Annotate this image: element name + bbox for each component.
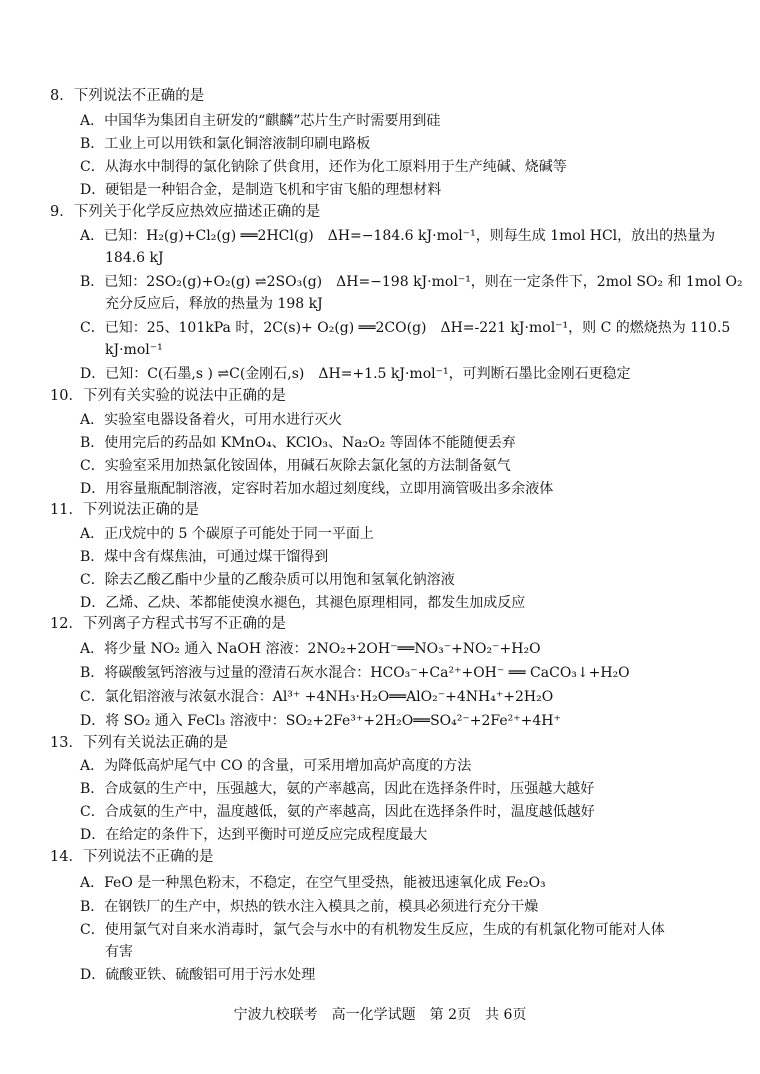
q11-option-c: C．除去乙酸乙酯中少量的乙酸杂质可以用饱和氢氧化钠溶液 bbox=[80, 572, 455, 588]
q9-option-b: B．已知：2SO₂(g)+O₂(g) ⇌2SO₃(g) ΔH=−198 kJ·mol⁻¹，则在一定条件下，2mol SO₂ 和 1mol O₂ bbox=[80, 274, 743, 290]
q14-option-a: A．FeO 是一种黑色粉末，不稳定，在空气里受热，能被迅速氧化成 Fe₂O₃ bbox=[80, 875, 546, 891]
q11-option-a: A．正戊烷中的 5 个碳原子可能处于同一平面上 bbox=[80, 526, 374, 542]
q12-option-c: C．氯化铝溶液与浓氨水混合：Al³⁺ +4NH₃·H₂O══AlO₂⁻+4NH₄⁺+2H₂O bbox=[80, 689, 554, 705]
q12-option-d: D．将 SO₂ 通入 FeCl₃ 溶液中：SO₂+2Fe³⁺+2H₂O══SO₄²⁻+2Fe²⁺+4H⁺ bbox=[80, 713, 561, 729]
q8-option-b: B．工业上可以用铁和氯化铜溶液制印刷电路板 bbox=[80, 136, 371, 152]
q8-option-c: C．从海水中制得的氯化钠除了供食用，还作为化工原料用于生产纯碱、烧碱等 bbox=[80, 159, 567, 175]
q10-option-d: D．用容量瓶配制溶液，定容时若加水超过刻度线，立即用滴管吸出多余液体 bbox=[80, 481, 554, 497]
q12-option-a: A．将少量 NO₂ 通入 NaOH 溶液：2NO₂+2OH⁻══NO₃⁻+NO₂⁻+H₂O bbox=[80, 641, 541, 657]
question-10-stem: 10．下列有关实验的说法中正确的是 bbox=[50, 388, 286, 404]
question-11-stem: 11．下列说法正确的是 bbox=[50, 502, 199, 518]
q10-option-a: A．实验室电器设备着火，可用水进行灭火 bbox=[80, 412, 343, 428]
question-12-stem: 12．下列离子方程式书写不正确的是 bbox=[50, 616, 286, 632]
q9-option-a: A．已知：H₂(g)+Cl₂(g) ══2HCl(g) ΔH=−184.6 kJ·mol⁻¹，则每生成 1mol HCl，放出的热量为 bbox=[80, 228, 716, 244]
q12-option-b: B．将碳酸氢钙溶液与过量的澄清石灰水混合：HCO₃⁻+Ca²⁺+OH⁻ ══ CaCO₃↓+H₂O bbox=[80, 665, 630, 681]
question-8-stem: 8．下列说法不正确的是 bbox=[50, 88, 205, 104]
q9-option-a-cont: 184.6 kJ bbox=[105, 250, 164, 266]
question-13-stem: 13．下列有关说法正确的是 bbox=[50, 735, 228, 751]
q10-option-c: C．实验室采用加热氯化铵固体，用碱石灰除去氯化氢的方法制备氨气 bbox=[80, 458, 511, 474]
q11-option-b: B．煤中含有煤焦油，可通过煤干馏得到 bbox=[80, 549, 329, 565]
question-9-stem: 9．下列关于化学反应热效应描述正确的是 bbox=[50, 204, 321, 220]
q14-option-c: C．使用氯气对自来水消毒时，氯气会与水中的有机物发生反应，生成的有机氯化物可能对人体 bbox=[80, 922, 665, 938]
q9-option-c: C．已知：25、101kPa 时，2C(s)+ O₂(g) ══2CO(g) ΔH=-221 kJ·mol⁻¹，则 C 的燃烧热为 110.5 bbox=[80, 320, 731, 336]
q9-option-d: D．已知：C(石墨,s ) ⇌C(金刚石,s) ΔH=+1.5 kJ·mol⁻¹，可判断石墨比金刚石更稳定 bbox=[80, 366, 631, 382]
q10-option-b: B．使用完后的药品如 KMnO₄、KClO₃、Na₂O₂ 等固体不能随便丢弃 bbox=[80, 435, 516, 451]
q14-option-d: D．硫酸亚铁、硫酸铝可用于污水处理 bbox=[80, 967, 316, 983]
q11-option-d: D．乙烯、乙炔、苯都能使溴水褪色，其褪色原理相同，都发生加成反应 bbox=[80, 595, 526, 611]
q14-option-b: B．在钢铁厂的生产中，炽热的铁水注入模具之前，模具必须进行充分干燥 bbox=[80, 899, 539, 915]
q14-option-c-cont: 有害 bbox=[105, 944, 133, 960]
q13-option-c: C．合成氨的生产中，温度越低，氨的产率越高，因此在选择条件时，温度越低越好 bbox=[80, 804, 595, 820]
q13-option-a: A．为降低高炉尾气中 CO 的含量，可采用增加高炉高度的方法 bbox=[80, 758, 472, 774]
q13-option-b: B．合成氨的生产中，压强越大，氨的产率越高，因此在选择条件时，压强越大越好 bbox=[80, 781, 595, 797]
q8-option-d: D．硬铝是一种铝合金，是制造飞机和宇宙飞船的理想材料 bbox=[80, 182, 442, 198]
question-14-stem: 14．下列说法不正确的是 bbox=[50, 849, 214, 865]
q9-option-b-cont: 充分反应后，释放的热量为 198 kJ bbox=[105, 296, 323, 312]
q8-option-a: A．中国华为集团自主研发的“麒麟”芯片生产时需要用到硅 bbox=[80, 113, 441, 129]
page-footer: 宁波九校联考 高一化学试题 第 2页 共 6页 bbox=[233, 1007, 527, 1023]
q9-option-c-cont: kJ·mol⁻¹ bbox=[105, 342, 163, 358]
q13-option-d: D．在给定的条件下，达到平衡时可逆反应完成程度最大 bbox=[80, 827, 428, 843]
